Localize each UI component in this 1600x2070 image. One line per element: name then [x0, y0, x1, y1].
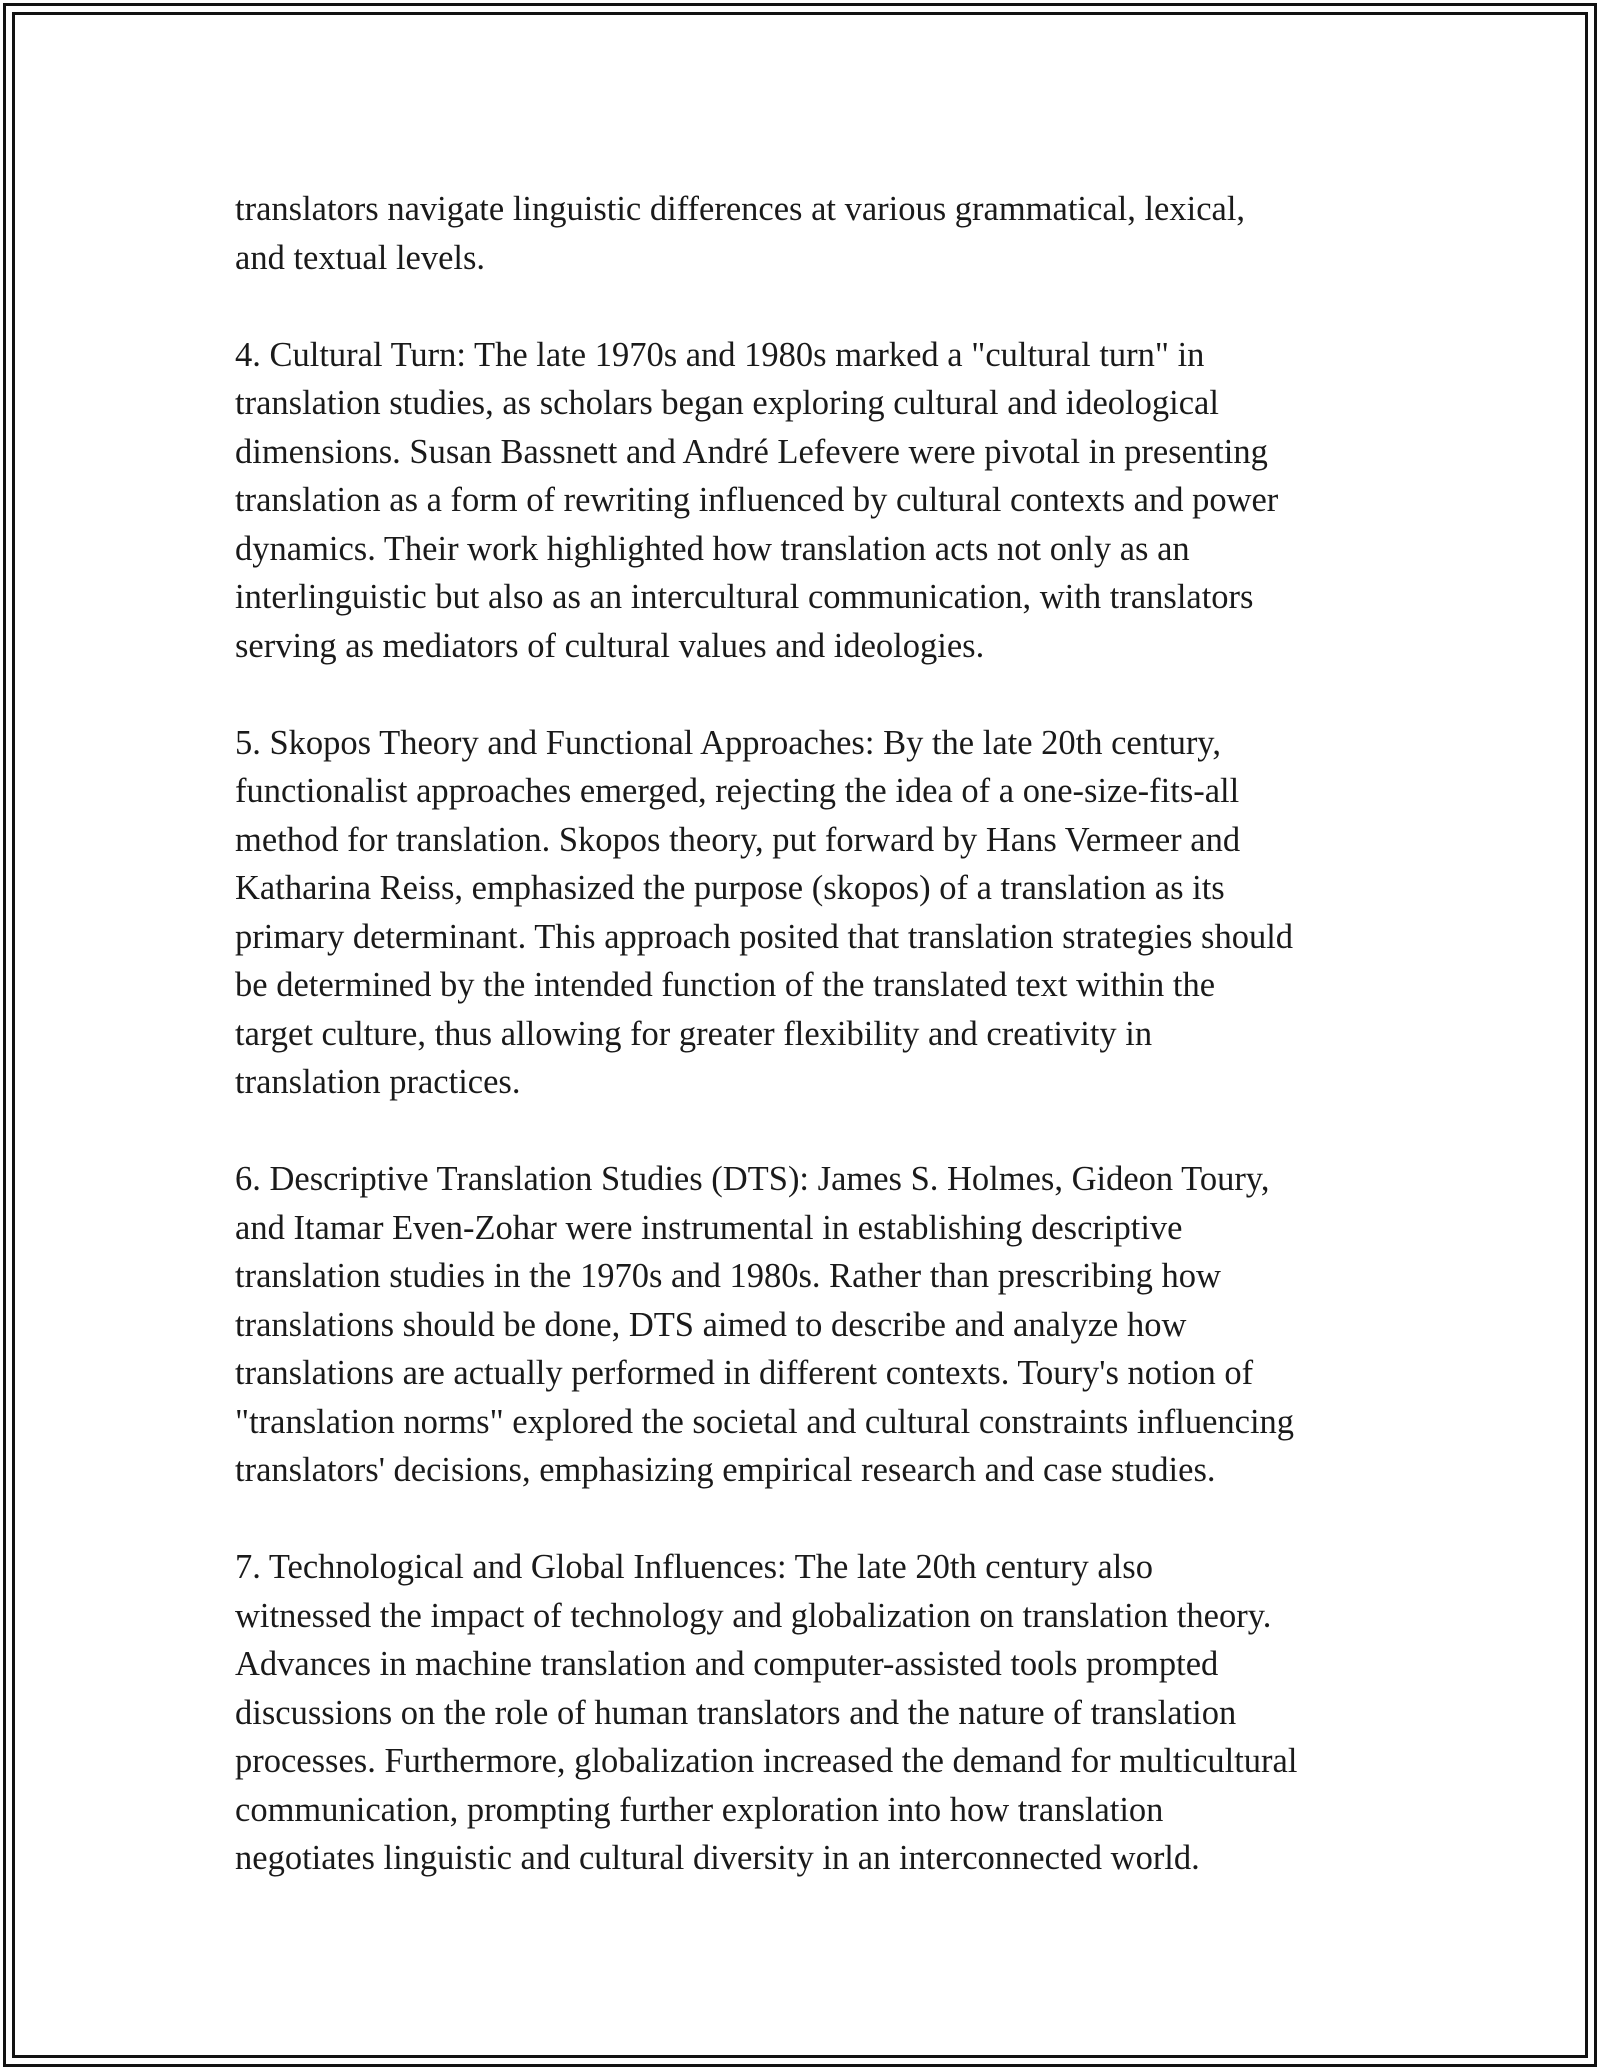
text-line: communication, prompting further exploration into how translation: [235, 1790, 1164, 1829]
text-line: serving as mediators of cultural values and ideologies.: [235, 626, 985, 665]
text-line: translation studies, as scholars began exploring cultural and ideological: [235, 384, 1219, 422]
text-line: 5. Skopos Theory and Functional Approaches: By the late 20th century,: [235, 723, 1221, 762]
text-line: target culture, thus allowing for greater flexibility and creativity in: [235, 1014, 1153, 1053]
text-line: translation as a form of rewriting influenced by cultural contexts and power: [235, 481, 1279, 519]
text-line: functionalist approaches emerged, rejecting the idea of a one-size-fits-all: [235, 772, 1240, 810]
document-body: [235, 185, 1375, 1931]
paragraph: [235, 1543, 1375, 1883]
paragraph: [235, 719, 1375, 1107]
text-line: 7. Technological and Global Influences: The late 20th century also: [235, 1548, 1153, 1586]
paragraph: [235, 185, 1375, 282]
text-line: dynamics. Their work highlighted how translation acts not only as an: [235, 529, 1190, 568]
text-line: and Itamar Even-Zohar were instrumental in establishing descriptive: [235, 1208, 1183, 1247]
text-line: primary determinant. This approach posited that translation strategies should: [235, 917, 1294, 956]
text-line: "translation norms" explored the societal and cultural constraints influencing: [235, 1402, 1295, 1441]
text-line: Katharina Reiss, emphasized the purpose (skopos) of a translation as its: [235, 869, 1225, 907]
text-line: dimensions. Susan Bassnett and André Lefevere were pivotal in presenting: [235, 432, 1268, 471]
text-line: discussions on the role of human translators and the nature of translation: [235, 1693, 1237, 1732]
text-line: and textual levels.: [235, 238, 486, 277]
text-line: 6. Descriptive Translation Studies (DTS): James S. Holmes, Gideon Toury,: [235, 1160, 1270, 1198]
text-line: translations are actually performed in different contexts. Toury's notion of: [235, 1354, 1254, 1392]
text-line: translation studies in the 1970s and 1980s. Rather than prescribing how: [235, 1257, 1221, 1295]
text-line: interlinguistic but also as an intercultural communication, with translators: [235, 578, 1254, 616]
text-line: negotiates linguistic and cultural diversity in an interconnected world.: [235, 1839, 1200, 1877]
text-line: translation practices.: [235, 1063, 521, 1101]
text-line: processes. Furthermore, globalization increased the demand for multicultural: [235, 1742, 1298, 1780]
paragraph: [235, 1155, 1375, 1495]
text-line: be determined by the intended function of the translated text within the: [235, 966, 1216, 1004]
text-line: translators' decisions, emphasizing empirical research and case studies.: [235, 1451, 1216, 1489]
text-line: witnessed the impact of technology and globalization on translation theory.: [235, 1596, 1272, 1635]
paragraph: [235, 331, 1375, 671]
text-line: translators navigate linguistic differences at various grammatical, lexical,: [235, 190, 1246, 228]
text-line: 4. Cultural Turn: The late 1970s and 1980s marked a "cultural turn" in: [235, 335, 1205, 374]
text-line: Advances in machine translation and computer-assisted tools prompted: [235, 1645, 1219, 1683]
text-line: method for translation. Skopos theory, put forward by Hans Vermeer and: [235, 820, 1241, 859]
text-line: translations should be done, DTS aimed to describe and analyze how: [235, 1305, 1187, 1344]
